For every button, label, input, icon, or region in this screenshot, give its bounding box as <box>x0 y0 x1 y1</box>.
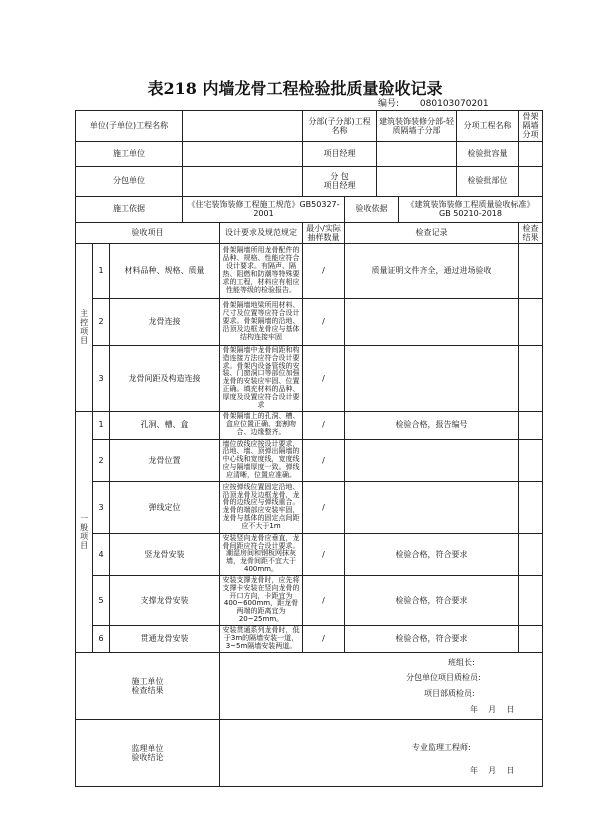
construction-check-label: 施工单位 检查结果 <box>76 652 220 719</box>
row-item-name: 龙骨连接 <box>110 298 220 345</box>
row-number: 5 <box>93 575 110 625</box>
basis-label: 施工依据 <box>76 196 183 222</box>
row-sample: / <box>303 243 345 298</box>
row-number: 2 <box>93 298 110 345</box>
quality-inspector-label: 分包单位项目质检员: <box>406 672 481 682</box>
column-result: 检查结果 <box>519 222 543 243</box>
subcontractor-value <box>183 166 303 196</box>
row-number: 2 <box>93 439 110 481</box>
row-sample: / <box>303 625 345 652</box>
table-row <box>76 481 543 533</box>
row-item-name: 龙骨间距及构造连接 <box>110 345 220 411</box>
subcontractor-label: 分包单位 <box>76 166 183 196</box>
table-row <box>76 625 543 652</box>
row-record <box>345 439 519 481</box>
item-project-value: 骨架隔墙分项 <box>519 111 543 142</box>
contractor-label: 施工单位 <box>76 141 183 166</box>
row-item-name: 贯通龙骨安装 <box>110 625 220 652</box>
supervision-date: 年 月 日 <box>470 765 515 775</box>
table-row <box>76 575 543 625</box>
row-requirement: 安装支撑龙骨时，应先将支撑卡安装在竖向龙骨的开口方向，卡距宜为400~600mm，距龙骨两端的距离宜为20~25mm。 <box>220 575 303 625</box>
part-value <box>519 166 543 196</box>
row-result <box>519 575 543 625</box>
supervision-engineer-label: 专业监理工程师: <box>412 742 471 752</box>
row-sample: / <box>303 439 345 481</box>
main-group-label: 主控项目 <box>79 309 89 346</box>
capacity-value <box>519 141 543 166</box>
row-record: 检验合格，报告编号 <box>345 411 519 439</box>
row-result <box>519 243 543 298</box>
table-row <box>76 345 543 411</box>
basis-value: 《住宅装饰装修工程施工规范》GB50327-2001 <box>183 196 345 222</box>
table-row <box>76 439 543 481</box>
row-item-name: 龙骨位置 <box>110 439 220 481</box>
row-requirement: 骨架隔墙所用龙骨配件的品种、规格、性能应符合设计要求。有隔声、隔热、阻燃和防潮等特殊要求的工程，材料应有相应性能等级的检验报告。 <box>220 243 303 298</box>
row-number: 1 <box>93 411 110 439</box>
sub-project-label: 分部(子分部)工程名称 <box>303 111 377 142</box>
row-record: 检验合格，符合要求 <box>345 575 519 625</box>
column-design: 设计要求及规范规定 <box>220 222 303 243</box>
sub-project-manager-value <box>377 166 457 196</box>
capacity-label: 检验批容量 <box>457 141 519 166</box>
row-record: 检验合格，符合要求 <box>345 533 519 575</box>
row-number: 3 <box>93 481 110 533</box>
column-record: 检查记录 <box>345 222 519 243</box>
serial-number <box>378 96 489 109</box>
general-group-label: 一般项目 <box>79 513 89 550</box>
row-number: 1 <box>93 243 110 298</box>
inspection-record-table <box>75 110 543 787</box>
row-requirement: 骨架隔墙上的孔洞、槽、盒应位置正确、套割吻合、边缘整齐。 <box>220 411 303 439</box>
contractor-value <box>183 141 303 166</box>
row-record: 检验合格，符合要求 <box>345 625 519 652</box>
row-number: 3 <box>93 345 110 411</box>
project-manager-label: 项目经理 <box>303 141 377 166</box>
row-item-name: 材料品种、规格、质量 <box>110 243 220 298</box>
row-sample: / <box>303 481 345 533</box>
row-record <box>345 481 519 533</box>
table-row <box>76 411 543 439</box>
construction-signature-block <box>220 653 542 719</box>
row-sample: / <box>303 533 345 575</box>
accept-basis-label: 验收依据 <box>345 196 399 222</box>
row-number: 4 <box>93 533 110 575</box>
project-manager-value <box>377 141 457 166</box>
table-row <box>76 243 543 298</box>
row-requirement: 安装贯通系列龙骨时，低于3m的隔墙安装一道，3~5m隔墙安装两道。 <box>220 625 303 652</box>
table-row <box>76 533 543 575</box>
serial-label: 编号: <box>378 99 400 109</box>
construction-date: 年 月 日 <box>470 704 515 714</box>
row-result <box>519 298 543 345</box>
part-label: 检验批部位 <box>457 166 519 196</box>
row-sample: / <box>303 575 345 625</box>
row-sample: / <box>303 411 345 439</box>
row-record: 质量证明文件齐全，通过进场验收 <box>345 243 519 298</box>
row-result <box>519 481 543 533</box>
row-sample: / <box>303 298 345 345</box>
row-record <box>345 345 519 411</box>
column-sample: 最小/实际抽样数量 <box>303 222 345 243</box>
supervision-label: 监理单位 验收结论 <box>76 719 220 786</box>
row-result <box>519 345 543 411</box>
row-item-name: 支撑龙骨安装 <box>110 575 220 625</box>
row-requirement: 骨架隔墙地梁所用材料、尺寸及位置等应符合设计要求。骨架隔墙的沿地、沿顶及边框龙骨应与基体结构连接牢固 <box>220 298 303 345</box>
table-row <box>76 298 543 345</box>
accept-basis-value: 《建筑装饰装修工程质量验收标准》GB 50210-2018 <box>399 196 543 222</box>
row-result <box>519 439 543 481</box>
row-requirement: 墙位放线应按设计要求，沿地、墙、顶弹出隔墙的中心线和宽度线，宽度线应与隔墙厚度一致。弹线应清晰，位置应准确。 <box>220 439 303 481</box>
sub-project-manager-label: 分 包 项目经理 <box>303 166 377 196</box>
project-inspector-label: 项目部质检员: <box>424 688 475 698</box>
supervision-signature-block <box>220 720 542 786</box>
row-sample: / <box>303 345 345 411</box>
unit-value <box>183 111 303 142</box>
row-requirement: 应按弹线位置固定沿地、沿顶龙骨及边框龙骨，龙骨的边线应与弹线重合。龙骨的端部应安装牢固，龙骨与基体的固定点间距应不大于1m <box>220 481 303 533</box>
row-item-name: 孔洞、槽、盒 <box>110 411 220 439</box>
row-requirement: 骨架隔墙中龙骨间距和构造连接方法应符合设计要求。骨架内设备管线的安装、门窗洞口等部位加强龙骨的安装应牢固、位置正确。填充材料的品种、厚度及设置应符合设计要求 <box>220 345 303 411</box>
sub-project-value: 建筑装饰装修分部-轻质隔墙子分部 <box>377 111 457 142</box>
unit-label: 单位(子单位)工程名称 <box>76 111 183 142</box>
row-result <box>519 625 543 652</box>
page-title: 表218 内墙龙骨工程检验批质量验收记录 <box>147 79 443 98</box>
row-result <box>519 411 543 439</box>
serial-value: 080103070201 <box>419 99 489 109</box>
team-leader-label: 班组长: <box>448 657 475 667</box>
item-project-label: 分项工程名称 <box>457 111 519 142</box>
column-item: 验收项目 <box>76 222 220 243</box>
row-result <box>519 533 543 575</box>
row-record <box>345 298 519 345</box>
row-item-name: 竖龙骨安装 <box>110 533 220 575</box>
row-item-name: 弹线定位 <box>110 481 220 533</box>
row-requirement: 安装竖向龙骨应垂直，龙骨间距应符合设计要求。潮湿房间和钢板网抹灰墙，龙骨间距不宜大于400mm。 <box>220 533 303 575</box>
row-number: 6 <box>93 625 110 652</box>
